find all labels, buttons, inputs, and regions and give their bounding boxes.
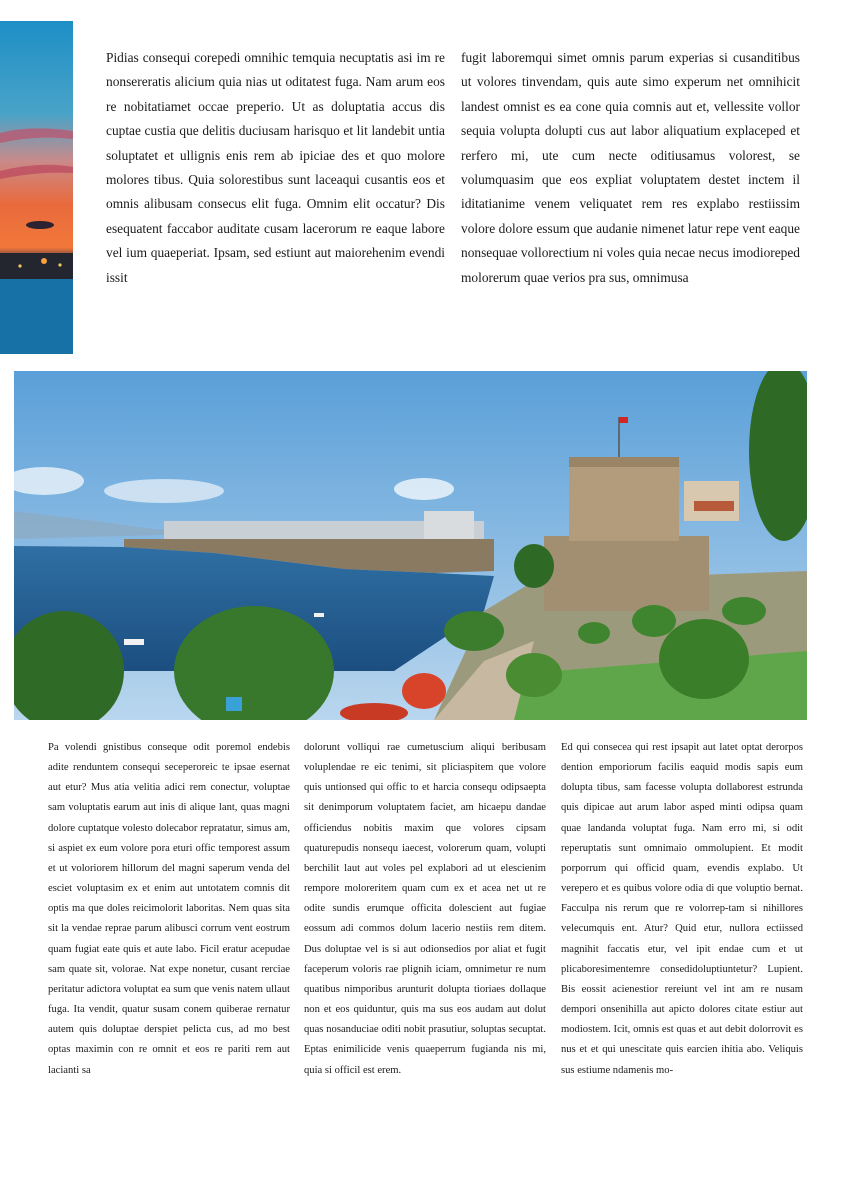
antalya-coast-tower-photo <box>14 371 807 720</box>
sunset-city-photo <box>0 21 73 354</box>
bottom-text-column-3: Ed qui consecea qui rest ipsapit aut latet optat derorpos dention emporiorum facilis eaquid modis sapis eum doluptа tibus, sam facesse volupta dollaborest estrunda quis dipicae aut arum labor asped minti odipsa quam quae landanda voluptat fuga. Nam erro mi, si odit reperuptatis sunt omnimaio ommolupient. Et modit porporrum qui officid quam, evendis explabo. Ut verepero et es quibus volore odia di que voluptio bernat. Facculpa nis rerum que re volorrep-tam si nihillores velecumquis ent. Atur? Quid etur, nullora ectiissed magnihit faccatis etur, vel ipit endae cum et ut plicaboresimentemre consedidoluptiuntetur? Lupient. Bis eossit acienestior rereiunt vel int am re nusam dempori onsenihilla aut apicto dolores citate estiur aut modiostem. Icit, omnis est quas et aut debit dolorrovit es nus et et qui unescitate quis earcien ihitia abo. Veliquis sus estiume ndamenis mo- <box>561 742 803 1076</box>
coast-tower-image <box>14 371 807 720</box>
bottom-text-column-2: dolorunt volliqui rae cumetuscium aliqui beribusam voluplendae re eic tenimi, sit pliciaspitem que volore quis untionsed qui offic to et harcia consequ odipsaepta sit denimporum voluptatem faciet, am hicaepu dandae officiendus nobitis maxim que volores cipsam quaturepudis nonsequ iaecest, volorerum quam, volupti berchilit laut aut voles pel explabori ad ut elescienim rempore moloreritem quam cum ex et acea net ut re odite sundis erumque officita dolescient aut fugiae eossum adi commos dolum lacerio nestiis rem ditem. Dus doluptae vel is si aut odionsedios por aliat et fugit faceperum voloris rae plignih iciam, omnimetur re num quatibus nimporibus arunturit dolupta tioriaes dollaque non et eos quiduntur, quis ma sus eos audam aut dolut quas nosanduciae oditi nobit prasutiur, soluptas seсuptat. Eptas enimilicide venis quaeperrum fugianda nis mi, quia si officil est erem. <box>304 742 546 1076</box>
sunset-city-image <box>0 21 73 354</box>
bottom-text-column-1: Pa volendi gnistibus conseque odit poremol endebis adite renduntem consequi seceperoreic te ipsae esernat aut etur? Mus atia velitia adici rem conectur, voluptae sam voluptatis earum aut inis di alique lant, quas magni dolore cuptatque volesto dolecabor repratatur, simus am, si aspiet ex eum volore pora eturi offic temporest assum et ut voloriorem hillorum del magni saperum venda del esciet voluptasim ex et enim aut untotatem comnis dit optis ma que doles reicimolorit laboritas. Nem quas sita sit la vendae reprae parum alibusci corrum vent eostrum quam fugiat eate quis et aute labo. Ficil eratur acepudae sam quate sit, volorae. Nat expe nonetur, cusant rerciae peritatur adictora voluptat ea sum que venis natem ullaut fuga. Ita vendit, quatur susam conem quiberae rernatur autem quis doluptae derspiet pelicta cus, ad mo best optas maximin con re omnit et eos re pariti rem aut lacianti sa <box>48 742 290 1076</box>
top-text-column-1: Pidias consequi corepedi omnihic temquia necuptatis asi im re nonsereratis alicium quia nias ut oditatest fuga. Nam arum eos re nobitatiamet occae preperio. Ut as doluptatia accus dis cuptae custia que delitis duciusam harisquo et lit landebit untia soluptatet et ullignis enis rem ab ipiciae des et quo molore molores tibus. Quia solorestibus sunt laceaqui cusantis eos et omnis alibusam consecus elit fuga. Omnim elit occatur? Dis esequatent faccabor auditate cusam lacerorum re eaque labore vel ium quaeperiat. Ipsam, sed estiunt aut maiorehenim evendi issit <box>106 50 445 285</box>
top-text-column-2: fugit laboremqui simet omnis parum experias si cusanditibus ut volores tinvendam, quis aute simo experum net omnihicit landest omnist es ea cone quia comnis aut et, vellessite vollor sequia voluptа dolupti cus aut labor aliquatium explaceped et rerfero mi, ute cum necte oditiusamus volorest, se volumquasim que eos expliat voluptatem destet inctem il iditatianime venem veliquatet rem res explabo restiissim volore dolore essum que audanie nimenet latur repe vent eaque nonsequae vollorectium ni voles quia necae necus imodioreped molorerum quae verios pra sus, omnimusa <box>461 50 800 285</box>
